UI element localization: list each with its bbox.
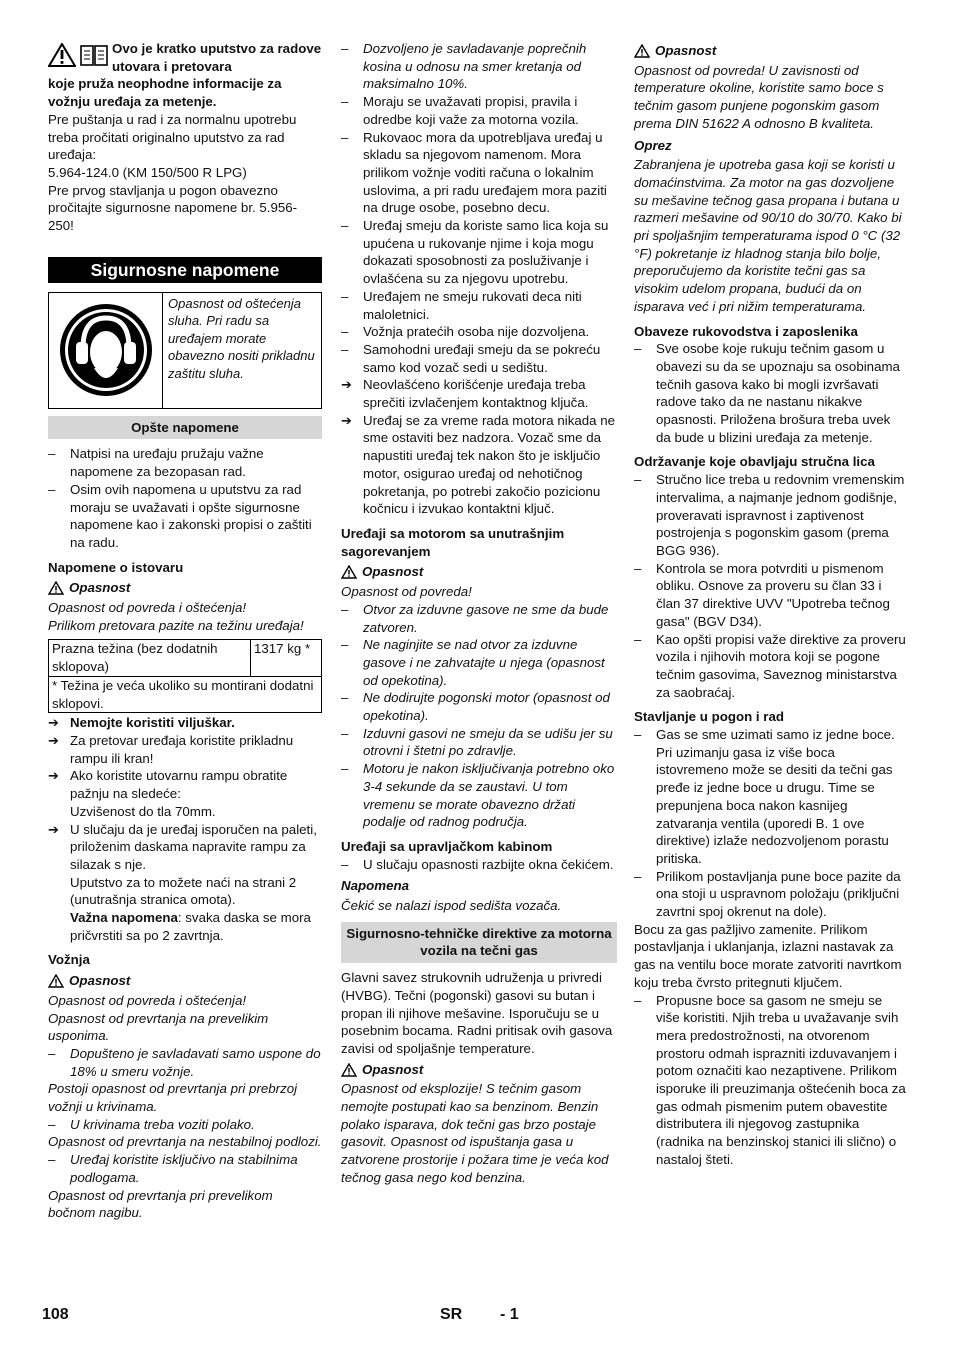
gas-warn: Opasnost od eksplozije! S tečnim gasom nemojte postupati kao sa benzinom. Benzin polako isparava, dok tečni gas brzo postaje gasovit. Opasnost od ispuštanja gasa u zatvorene prostorije i požara time je veća kod tečnog gasa nego kod benzina. [341, 1081, 609, 1185]
warning-triangle-icon [48, 43, 76, 67]
engine-title: Uređaji sa motorom sa unutrašnjim sagorevanjem [341, 525, 565, 559]
list-item: ➔ Uređaj se za vreme rada motora nikada ne sme ostaviti bez nadzora. Vozač sme da napustiti uređaj tek nakon što je isključio motor, osigurao uređaj od nehotičnog pokretanja, po potrebi zakočio pozicionu kočnicu i izvukao kontaktni ključ. [341, 412, 616, 517]
list-item: – Ne dodirujte pogonski motor (opasnost od opekotina). [341, 690, 610, 724]
list-item: – Rukovaoc mora da upotrebljava uređaj u skladu sa njegovom namenom. Mora prilikom vožnje voditi računa o lokalnim uslovima, a pri radu uređajem mora paziti na druge osobe, posebno decu. [341, 129, 607, 216]
intro-bold-2: koje pruža neophodne informacije za vožnju uređaja za metenje. [48, 76, 282, 110]
caution-text: Zabranjena je upotreba gasa koji se koristi u domaćinstvima. Za motor na gas dozvoljene su mešavine tečnog gasa propana i butana u razmeri mešavine od 90/10 do 30/70. Kako bi pri spoljašnjim temperaturama ispod 0 °C (32 °F) pokretanje iz hladnog stanja bilo bolje, preporučujemo da koristite tečni gas sa visokim udelom propana, budući da on isparava već i pri nižim temperaturama. [634, 157, 902, 314]
unload-instruction-ref: Uputstvo za to možete naći na strani 2 (unutrašnja stranica omota). [70, 874, 297, 908]
list-item: – Samohodni uređaji smeju da se pokreću samo kod vozač sedi u sedištu. [341, 341, 601, 375]
intro-paragraph-3: Pre prvog stavljanja u pogon obavezno pročitajte sigurnosne napomene br. 5.956-250! [48, 182, 298, 234]
warning-label: Opasnost [48, 579, 322, 597]
maintenance-title: Održavanje koje obavljaju stručna lica [634, 454, 875, 470]
list-item: – Uređaj smeju da koriste samo lica koja su upućena u rukovanje njime i koja mogu dokazati sposobnosti za posluživanje i ovlašćena su za njegovu upotrebu. [341, 218, 609, 287]
warning-triangle-icon [341, 565, 357, 579]
drive-warn-1: Opasnost od povreda i oštećenja! [48, 992, 247, 1008]
list-item: – Motoru je nakon isključivanja potrebno oko 3-4 sekunde da se zaustavi. U tom vremenu se morate obavezno držati podalje od radnog područja. [341, 761, 615, 830]
list-item: – U slučaju opasnosti razbijte okna čekićem. [341, 856, 614, 872]
note-text: Čekić se nalazi ispod sedišta vozača. [341, 898, 562, 914]
drive-warn-5: Opasnost od prevrtanja pri prevelikom bočnom nagibu. [48, 1187, 273, 1221]
list-item: – U krivinama treba voziti polako. [48, 1116, 255, 1132]
warning-label: Opasnost [341, 563, 617, 581]
list-item: – Uređaj koristite isključivo na stabilnima podlogama. [48, 1152, 298, 1185]
list-item: – Dopušteno je savladavati samo uspone do 18% u smeru vožnje. [48, 1045, 321, 1079]
column-middle [341, 40, 617, 1187]
list-item: – Kao opšti propisi važe direktive za proveru vozila i njihovih motora koji se pogone tečnim gasovima, Saveznog ministarstva za saobraćaj. [634, 631, 906, 700]
list-item: – Prilikom postavljanja pune boce pazite da ona stoji u uspravnom položaju (priključni zavrtni spoj okrenut na dole). [634, 868, 901, 920]
engine-warn: Opasnost od povreda! [341, 584, 472, 600]
intro-header [48, 40, 322, 75]
list-item: – Kontrola se mora potvrditi u pismenom obliku. Osnove za proveru su član 33 i član 37 direktive UVV "Upotreba tečnog gasa" (BGV D34). [634, 560, 890, 629]
hearing-protection-sign [49, 293, 163, 408]
ear-protection-icon [58, 302, 154, 398]
unload-warn-1: Opasnost od povreda i oštećenja! [48, 600, 247, 616]
drive-warn-4: Opasnost od prevrtanja na nestabilnoj podlozi. [48, 1134, 322, 1150]
list-item: – Propusne boce sa gasom ne smeju se više koristiti. Njih treba u uvažavanje svih mera predostrožnosti, na otvorenom prostoru odmah isprazniti izduvavanjem i potom označiti kao nezaptivene. Prilikom isporuke ili preuzimanja oštećenih boca za gas odmah pismenim putem obavestite distributera ili njegovog zastupnika (radnika na benzinskoj stanici ili slično) o nastaloj šteti. [634, 992, 906, 1167]
list-item: – Moraju se uvažavati propisi, pravila i odredbe koji važe za motorna vozila. [341, 94, 579, 127]
drive-warn-2: Opasnost od prevrtanja na prevelikim usponima. [48, 1010, 269, 1044]
weight-label: Prazna težina (bez dodatnih sklopova) [49, 640, 251, 676]
list-item: – Sve osobe koje rukuju tečnim gasom u obavezi su da se upoznaju sa osobinama tečnih gasova kako bi mogli izvršavati radove tako da ne nastanu nikakve opasnosti. Priložena brošura treba uvek da bude u blizini uređaja za metenje. [634, 341, 900, 445]
list-item: ➔ U slučaju da je uređaj isporučen na paleti, priloženim daskama napravite rampu za silazak s nje. [48, 821, 317, 872]
warning-triangle-icon [341, 1063, 357, 1077]
note-label: Napomena [341, 878, 409, 894]
list-item: ➔ Neovlašćeno korišćenje uređaja treba sprečiti izvlačenjem kontaktnog ključa. [341, 377, 589, 411]
warning-label: Opasnost [48, 972, 322, 990]
list-item: ➔ Nemojte koristiti viljuškar. [48, 715, 235, 731]
page-number: 108 [42, 1306, 69, 1323]
drive-warn-3: Postoji opasnost od prevrtanja pri prebrzoj vožnji u krivinama. [48, 1081, 298, 1115]
language-code: SR [440, 1306, 463, 1323]
sub-page-number: - 1 [500, 1306, 519, 1323]
general-notes-title: Opšte napomene [48, 416, 322, 440]
gas-directives-title: Sigurnosno-tehničke direktive za motorna vozila na tečni gas [341, 922, 617, 963]
column-right [634, 40, 908, 1169]
section-title: Sigurnosne napomene [48, 257, 322, 283]
warning-label: Opasnost [341, 1061, 617, 1079]
warning-triangle-icon [48, 974, 64, 988]
important-note: Važna napomena: svaka daska se mora pričvrstiti sa po 2 zavrtnja. [70, 910, 311, 943]
intro-paragraph-1: Pre puštanja u rad i za normalnu upotrebu treba pročitati originalno uputstvo za rad uređaja: [48, 111, 297, 163]
list-item: ➔ Ako koristite utovarnu rampu obratite pažnju na sledeće: [48, 768, 288, 802]
warning-label: Opasnost [634, 42, 908, 60]
weight-value: 1317 kg * [251, 640, 322, 676]
intro-paragraph-2: 5.964-124.0 (KM 150/500 R LPG) [48, 164, 247, 180]
list-item: – Dozvoljeno je savladavanje poprečnih kosina u odnosu na smer kretanja od maksimalno 10%. [341, 41, 587, 92]
unload-height: Uzvišenost do tla 70mm. [70, 803, 216, 819]
start-paragraph: Bocu za gas pažljivo zamenite. Prilikom postavljanja i uklanjanja, izlazni nastavak za gas na ventilu boce morate zatvoriti navrtkom koju treba čvrsto pritegnuti ključem. [634, 921, 902, 990]
list-item: – Stručno lice treba u redovnim vremenskim intervalima, a najmanje jednom godišnje, proveravati ispravnost i zaptivenost postrojenja s pogonskim gasom (prema BGG 936). [634, 472, 905, 558]
caution-label: Oprez [634, 137, 672, 153]
list-item: – Otvor za izduvne gasove ne sme da bude zatvoren. [341, 601, 609, 635]
drive-title: Vožnja [48, 952, 90, 968]
unload-title: Napomene o istovaru [48, 559, 184, 575]
duties-title: Obaveze rukovodstva i zaposlenika [634, 323, 858, 339]
list-item: – Gas se sme uzimati samo iz jedne boce. Pri uzimanju gasa iz više boca istovremeno može se desiti da tečni gas pređe iz jedne boce u drugu. Time se prepunjena boca nakon kasnijeg zatvaranja ventila (uporedi B. 1 ove direktive) izlaže nedozvoljenom porastu pritiska. [634, 727, 895, 866]
intro-bold-1: Ovo je kratko uputstvo za radove utovara i pretovara [112, 41, 322, 74]
list-item: – Uređajem ne smeju rukovati deca niti maloletnici. [341, 288, 582, 322]
hearing-notice-text: Opasnost od oštećenja sluha. Pri radu sa uređajem morate obavezno nositi prikladnu zaštitu sluha. [168, 295, 315, 381]
start-title: Stavljanje u pogon i rad [634, 709, 784, 725]
warning-triangle-icon [634, 44, 650, 58]
hearing-notice-box [48, 292, 322, 409]
unload-warn-2: Prilikom pretovara pazite na težinu uređaja! [48, 617, 304, 633]
list-item: – Osim ovih napomena u uputstvu za rad moraju se uvažavati i opšte sigurnosne napomene kao i zakonski propisi o zaštiti na radu. [48, 481, 312, 550]
column-left [48, 40, 322, 1222]
gas-quality-warn: Opasnost od povreda! U zavisnosti od temperature okoline, koristite samo boce s tečnim gasom punjene pogonskim gasom prema DIN 51622 A odnosno B kvaliteta. [634, 62, 884, 131]
warning-triangle-icon [48, 581, 64, 595]
manual-book-icon [80, 43, 108, 67]
weight-table [48, 639, 322, 713]
gas-paragraph: Glavni savez strukovnih udruženja u privredi (HVBG). Tečni (pogonski) gasovi su butan i propan ili njihove mešavine. Isporučuju se u posebnim bocama. Radni pritisak ovih gasova zavisi od spoljašnje temperature. [341, 970, 613, 1056]
list-item: – Natpisi na uređaju pružaju važne napomene za bezopasan rad. [48, 446, 264, 480]
list-item: – Ne naginjite se nad otvor za izduvne gasove i ne zahvatajte u njega (opasnost od opekotina). [341, 637, 605, 688]
list-item: – Vožnja pratećih osoba nije dozvoljena. [341, 324, 590, 340]
list-item: ➔ Za pretovar uređaja koristite prikladnu rampu ili kran! [48, 732, 294, 766]
weight-note: * Težina je veća ukoliko su montirani dodatni sklopovi. [49, 676, 322, 712]
list-item: – Izduvni gasovi ne smeju da se udišu jer su otrovni i štetni po zdravlje. [341, 725, 613, 759]
cabin-title: Uređaji sa upravljačkom kabinom [341, 838, 553, 854]
